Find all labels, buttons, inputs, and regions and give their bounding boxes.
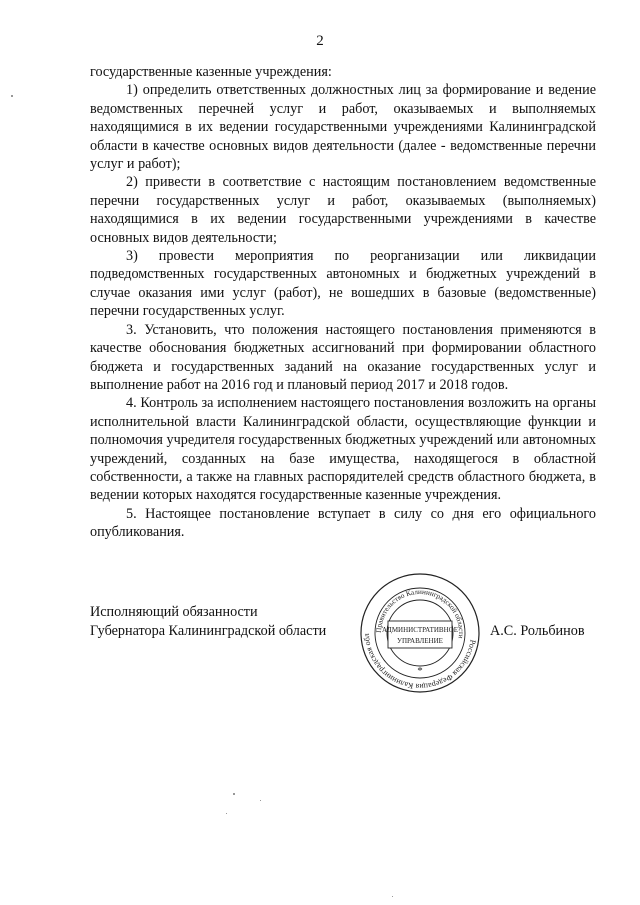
paragraph-item-2: 2) привести в соответствие с настоящим постановлением ведомственные перечни государственных услуг и работ, оказываемых (выполняемых) находящимися в их ведении государственными учреждениями в качестве основных видов деятельности; (90, 174, 596, 246)
seal-inner-text: Правительство Калининградской области (374, 587, 466, 639)
page-number: 2 (316, 33, 324, 49)
signatory-title-line-2: Губернатора Калининградской области (90, 623, 327, 639)
paragraph-clause-3: 3. Установить, что положения настоящего постановления применяются в качестве обоснования бюджетных ассигнований при формировании областного бюджета и государственных заданий на оказание государственных услуг и выполнение работ на 2016 год и плановый период 2017 и 2018 годов. (90, 321, 596, 393)
paragraph-item-3: 3) провести мероприятия по реорганизации или ликвидации подведомственных государственных автономных и бюджетных учреждений в случае оказания ими услуг (работ), не вошедших в базовые (ведомственные) перечни государственных услуг. (90, 248, 596, 320)
paragraph-intro: государственные казенные учреждения: (90, 64, 332, 80)
document-body (90, 63, 596, 542)
seal-outer-text: Российская Федерация Калининградская обл (361, 633, 478, 692)
seal-center-line-2: УПРАВЛЕНИЕ (397, 637, 443, 645)
paragraph-clause-5: 5. Настоящее постановление вступает в силу со дня его официального опубликования. (90, 505, 596, 541)
seal-center-line-1: АДМИНИСТРАТИВНОЕ (382, 626, 458, 634)
scan-speck (233, 793, 235, 795)
official-seal (358, 571, 482, 695)
seal-star-icon: * (417, 665, 423, 677)
paragraph-item-1: 1) определить ответственных должностных лиц за формирование и ведение ведомственных перечней услуг и работ, оказываемых и выполняемых находящимися в их ведении государственными учреждениями Калининградской области в качестве основных видов деятельности (далее - ведомственные перечни услуг и работ); (90, 82, 596, 173)
seal-graphic (358, 571, 482, 695)
signatory-title (90, 603, 326, 641)
scan-speck (260, 800, 261, 801)
scan-speck (392, 896, 393, 897)
signatory-title-line-1: Исполняющий обязанности (90, 604, 258, 620)
paragraph-clause-4: 4. Контроль за исполнением настоящего постановления возложить на органы исполнительной власти Калининградской области, осуществляющие функции и полномочия учредителя государственных бюджетных учреждений или автономных учреждений, созданных на базе имущества, находящегося в областной собственности, а также на главных распорядителей средств областного бюджета, в ведении которых находятся государственные казенные учреждения. (90, 395, 596, 504)
signature-block (90, 587, 596, 703)
scan-speck (226, 813, 227, 814)
signatory-name: А.С. Рольбинов (490, 623, 585, 639)
scan-speck (11, 95, 13, 97)
